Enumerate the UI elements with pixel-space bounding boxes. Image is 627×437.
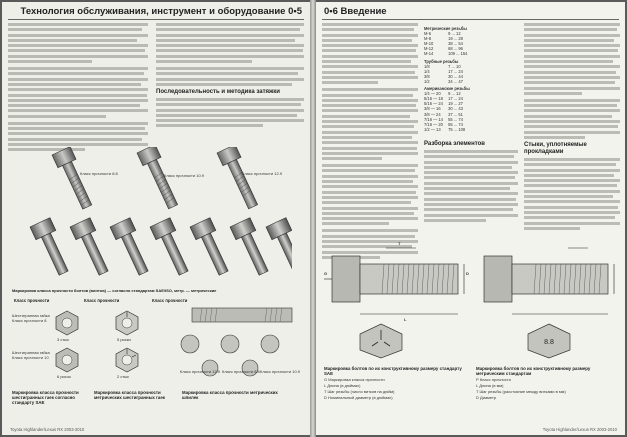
table-row: 1/8 7 ... 10 [424,63,461,69]
table-row: 7/16 — 20 55 ... 74 [424,121,463,127]
table-row: 3/8 30 ... 44 [424,73,463,79]
bolt-label-2: Класс прочности 10.9 [164,173,205,178]
dim-label-g: G [324,271,328,276]
table-row: 1/4 17 ... 24 [424,68,463,74]
bolt-head-grade-mark: 8.8 [544,339,554,346]
caption-studs-metric: Маркировка класса прочности метрических шпилек [182,390,278,400]
section-title-seals: Стыки, уплотняемые прокладками [524,141,587,155]
left-text-column-1 [8,23,148,154]
bolt-label-3: Класс прочности 12.9 [242,171,283,176]
bolt-grade-figure [42,147,272,222]
right-text-column-3 [524,23,620,232]
header-rule [322,19,619,20]
header-rule [8,19,304,20]
table-row: M-6 9 ... 12 [424,31,461,37]
right-text-column-1 [322,23,418,261]
figure-caption-bolts: Маркировка класса прочности болтов (винтов) — согласно стандартам SAE/ISO, метр. — метрические [12,288,217,293]
left-page [2,2,310,435]
table-row: 1/2 34 ... 47 [424,78,463,84]
bolt-label-1: Класс прочности 8.8 [80,171,118,176]
left-page-footer: Toyota Highlander/Lexus RX 2003-2010 [10,427,85,432]
bolt-head-metric-icon [524,322,574,360]
legend-metric-4: D Диаметр [476,395,497,400]
table-row: 1/4 — 20 9 ... 12 [424,91,461,97]
nut-hex-icon [54,347,80,373]
dim-label-l: L [404,317,407,322]
table-row: M-8 19 ... 28 [424,36,463,42]
bolt-row-item [266,218,292,278]
table-row: 5/16 — 18 17 ... 24 [424,96,463,102]
grid-cell-4: 2 стык [117,374,129,379]
legend-sae-4: D Номинальный диаметр (в дюймах) [324,395,393,400]
table-row: 3/8 — 16 30 ... 43 [424,106,463,112]
grid-header-1: Класс прочности [14,298,50,303]
bolt-row-item [110,218,154,278]
grade-label-2: Класс прочности 8.8 [222,369,260,374]
right-page-footer: Toyota Highlander/Lexus RX 2003-2010 [542,427,617,432]
washer-label-1: Шестигранная гайка Класс прочности 8 [12,313,50,323]
grid-cell-3: 6 рисок [57,374,71,379]
caption-bolt-metric: Маркировка болтов по их конструктивному размеру метрическим стандартам [476,366,591,376]
bolt-head-sae-icon [356,322,406,360]
left-page-header: Технология обслуживания, инструмент и оборудование 0•5 [20,6,302,17]
nut-hex-icon [54,310,80,336]
grid-cell-2: 5 риски [117,337,131,342]
bolt-row-item [190,218,234,278]
dim-label-d: D [466,271,469,276]
bolt-dimension-diagram-sae [322,236,472,326]
bolt-12-9 [217,147,262,211]
grade-label-1: Класс прочности 12.9 [180,369,221,374]
caption-bolt-sae: Маркировка болтов по их конструктивному размеру стандарту SAE [324,366,462,376]
legend-metric-3: T Шаг резьбы (расстояние между витками в мм) [476,389,566,394]
legend-metric-2: L Длина (в мм) [476,383,504,388]
nut-marked-icon [114,347,140,373]
legend-sae-1: G Маркировка класса прочности [324,377,385,382]
bolt-row-item [150,218,194,278]
bolt-8-8 [52,147,96,211]
left-text-column-2 [156,23,304,130]
dim-label-t: T [398,241,401,246]
grid-header-2: Класс прочности [84,298,120,303]
bolt-row-figure [22,217,292,287]
section-title-tightening: Последовательность и методика затяжки [156,88,280,95]
spec-table-title: Метрические резьбы [424,26,467,31]
caption-nuts-sae: Маркировка класса прочности шестигранных гаек согласно стандарту SAE [12,390,79,405]
washer-label-2: Шестигранная гайка Класс прочности 10 [12,350,50,360]
grade-label-3: Класс прочности 10.9 [260,369,301,374]
table-row: 7/16 — 14 55 ... 74 [424,116,463,122]
table-row: M-10 38 ... 54 [424,41,463,47]
right-text-column-2 [424,138,518,224]
right-page [316,2,625,435]
legend-metric-1: P Класс прочности [476,377,511,382]
spec-table-title: Американские резьбы [424,86,470,92]
right-page-header: 0•6 Введение [324,6,387,17]
bolt-row-item [30,218,74,278]
section-title-dismantle: Разборка элементов [424,141,485,147]
nut-marked-icon [114,310,140,336]
legend-sae-3: T Шаг резьбы (число витков на дюйм) [324,389,395,394]
bolt-10-9 [137,147,182,211]
legend-sae-2: L Длина (в дюймах) [324,383,361,388]
grid-header-3: Класс прочности [152,298,188,303]
spec-table-metric [424,24,473,132]
table-row: M-14 109 ... 154 [424,51,468,57]
grid-cell-1: 3 стык [57,337,69,342]
caption-nuts-metric: Маркировка класса прочности метрических шестигранных гаек [94,390,166,400]
bolt-row-item [70,218,114,278]
table-row: 3/8 — 24 37 ... 51 [424,111,463,117]
table-row: 1/2 — 13 75 ... 108 [424,126,466,132]
table-row: 5/16 — 24 19 ... 27 [424,101,463,107]
spec-table-title: Трубные резьбы [424,58,459,64]
bolt-dimension-diagram-metric [476,236,621,326]
table-row: M-12 68 ... 96 [424,46,463,52]
